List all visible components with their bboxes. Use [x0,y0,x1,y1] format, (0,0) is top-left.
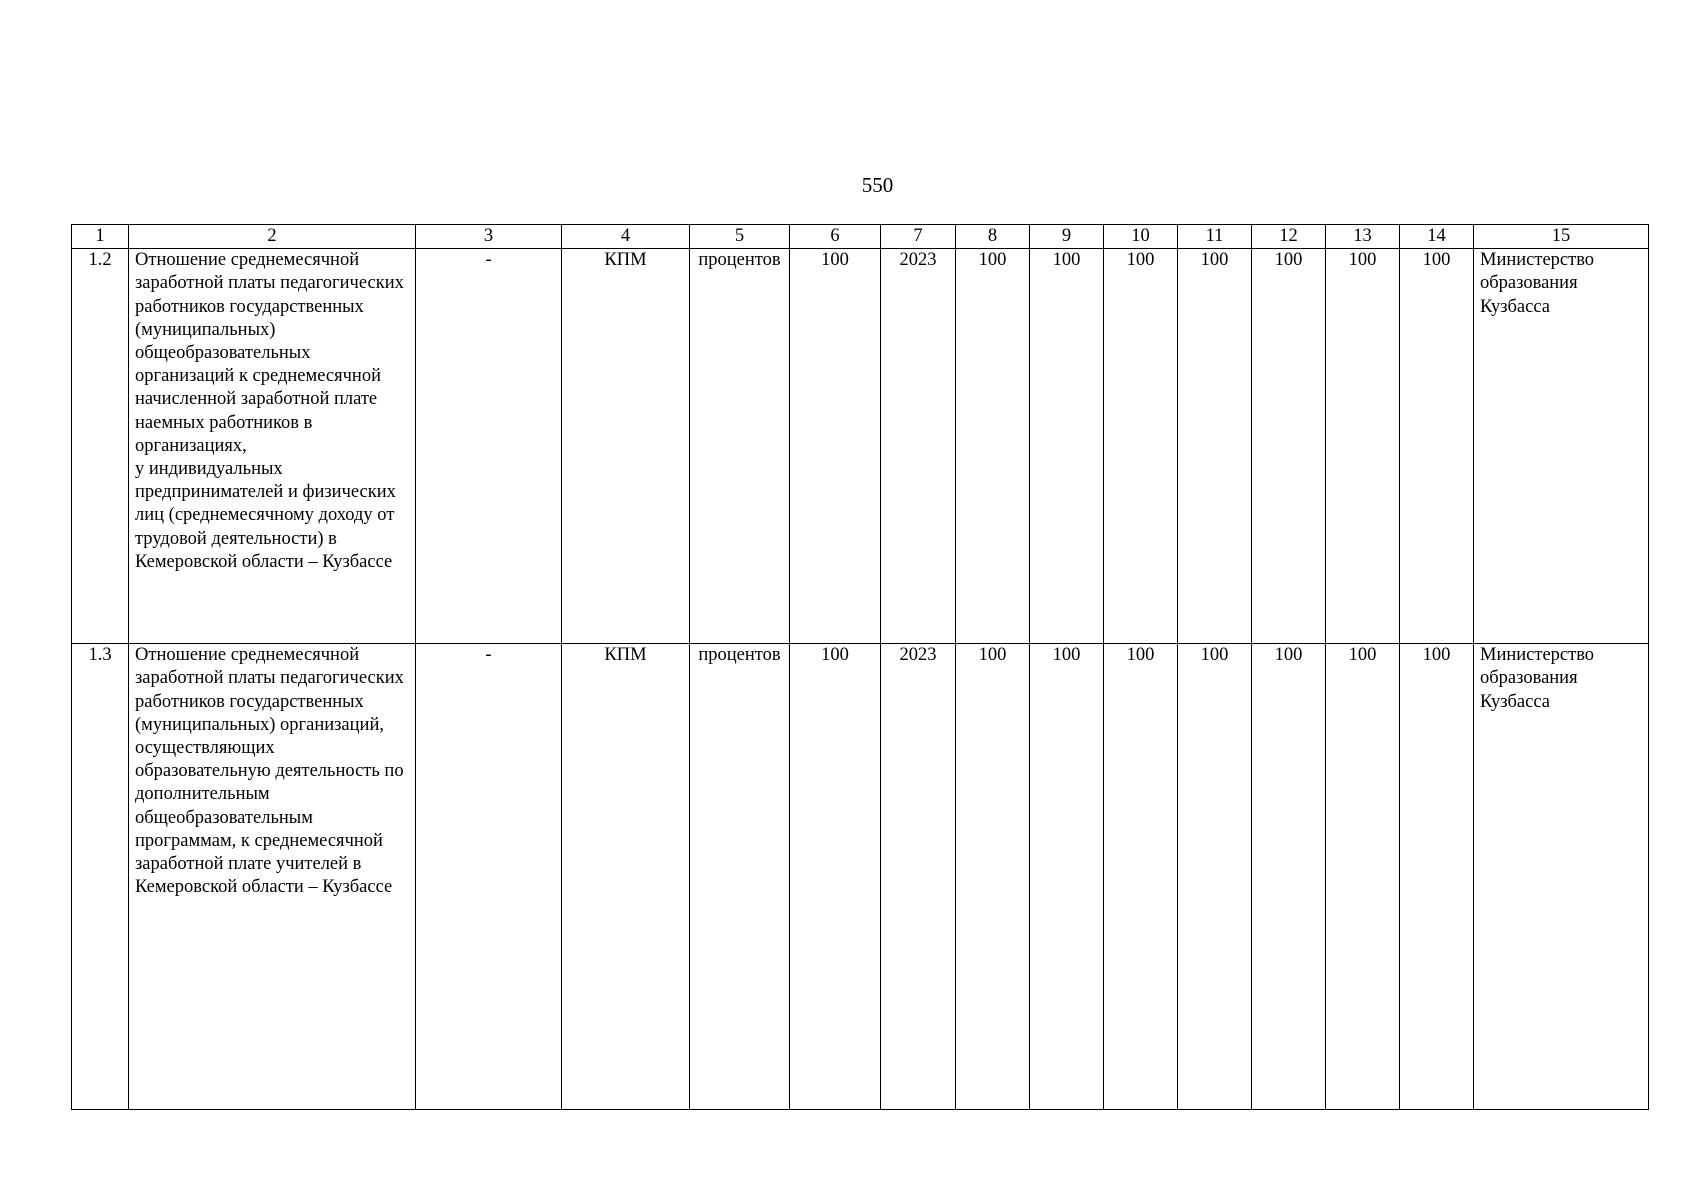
table-header-row [72,225,1649,249]
cell-base-value: 100 [790,644,881,1110]
indicator-name: Отношение среднемесячной заработной платы педагогических работников государственных (муниципальных) организаций, осуществляющих образовательную деятельность по дополнительным общеобразовательным программам, к среднемесячной заработной плате учителей в Кемеровской области – Кузбассе [129,644,416,1110]
header-cell: 7 [881,225,956,249]
responsible-body: Министерство образования Кузбасса [1474,249,1649,644]
cell-value: 100 [1400,644,1474,1110]
cell-value: 100 [1400,249,1474,644]
header-cell: 6 [790,225,881,249]
header-cell: 14 [1400,225,1474,249]
cell-value: 100 [1030,644,1104,1110]
cell-value: 100 [1104,644,1178,1110]
header-cell: 13 [1326,225,1400,249]
cell-value: 100 [1178,644,1252,1110]
cell-base-year: 2023 [881,644,956,1110]
cell-value: 100 [1030,249,1104,644]
cell-value: 100 [956,249,1030,644]
responsible-body: Министерство образования Кузбасса [1474,644,1649,1110]
cell-col3: - [416,249,562,644]
cell-unit: процентов [690,644,790,1110]
cell-value: 100 [956,644,1030,1110]
header-cell: 9 [1030,225,1104,249]
header-cell: 4 [562,225,690,249]
cell-unit: процентов [690,249,790,644]
table-row [72,644,1649,1110]
cell-value: 100 [1252,249,1326,644]
indicators-table [71,224,1649,1110]
cell-value: 100 [1104,249,1178,644]
cell-value: 100 [1252,644,1326,1110]
table-row [72,249,1649,644]
cell-col3: - [416,644,562,1110]
cell-col4: КПМ [562,249,690,644]
indicator-name: Отношение среднемесячной заработной платы педагогических работников государственных (муниципальных) общеобразовательных организаций к среднемесячной начисленной заработной плате наемных работников в организациях, у индивидуальных предпринимателей и физических лиц (среднемесячному доходу от трудовой деятельности) в Кемеровской области – Кузбассе [129,249,416,644]
header-cell: 8 [956,225,1030,249]
cell-base-value: 100 [790,249,881,644]
header-cell: 12 [1252,225,1326,249]
cell-value: 100 [1326,644,1400,1110]
header-cell: 1 [72,225,129,249]
page-number: 550 [861,173,894,197]
row-number: 1.2 [72,249,129,644]
cell-base-year: 2023 [881,249,956,644]
header-cell: 10 [1104,225,1178,249]
cell-value: 100 [1326,249,1400,644]
header-cell: 5 [690,225,790,249]
cell-col4: КПМ [562,644,690,1110]
row-number: 1.3 [72,644,129,1110]
cell-value: 100 [1178,249,1252,644]
header-cell: 15 [1474,225,1649,249]
header-cell: 11 [1178,225,1252,249]
header-cell: 3 [416,225,562,249]
header-cell: 2 [129,225,416,249]
